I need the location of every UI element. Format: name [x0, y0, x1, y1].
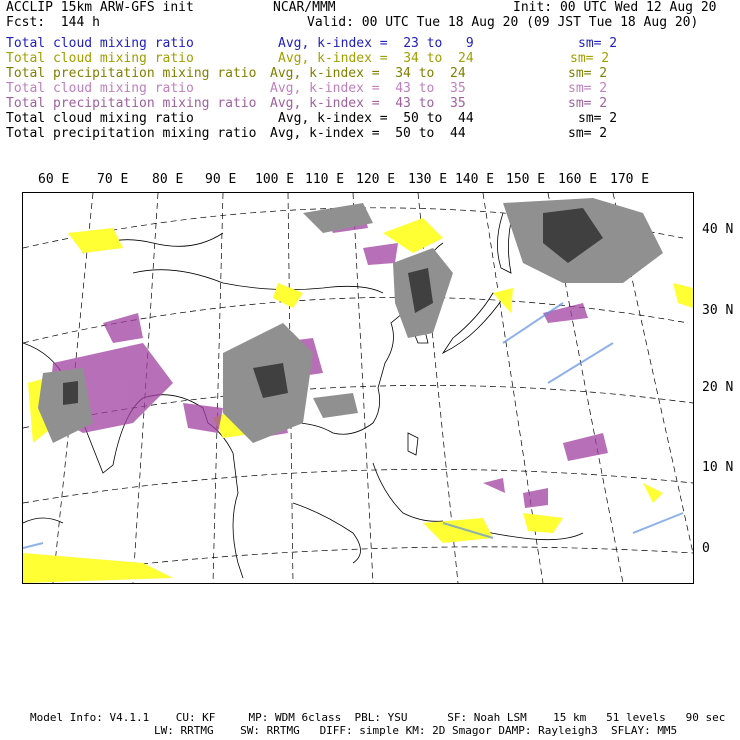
map-title: ACCLIP 15km ARW-GFS init	[6, 0, 194, 15]
legend-smoothing: sm= 2	[570, 51, 610, 66]
legend-field: Total precipitation mixing ratio	[6, 96, 257, 111]
longitude-label: 110 E	[305, 172, 345, 187]
longitude-label: 90 E	[205, 172, 237, 187]
legend-k-index: Avg, k-index = 43 to 35	[270, 81, 466, 96]
longitude-label: 150 E	[506, 172, 546, 187]
latitude-label: 10 N	[702, 460, 734, 475]
legend-k-index: Avg, k-index = 43 to 35	[270, 96, 466, 111]
organization: NCAR/MMM	[273, 0, 336, 15]
longitude-label: 160 E	[558, 172, 598, 187]
longitude-label: 170 E	[610, 172, 650, 187]
legend-field: Total cloud mixing ratio	[6, 81, 194, 96]
longitude-label: 120 E	[356, 172, 396, 187]
valid-time: Valid: 00 UTC Tue 18 Aug 20 (09 JST Tue 18 Aug 20)	[307, 15, 699, 30]
latitude-label: 40 N	[702, 222, 734, 237]
legend-field: Total precipitation mixing ratio	[6, 126, 257, 141]
legend-field: Total cloud mixing ratio	[6, 51, 194, 66]
model-info-line2: LW: RRTMG SW: RRTMG DIFF: simple KM: 2D Smagor DAMP: Rayleigh3 SFLAY: MM5	[154, 724, 678, 737]
legend-smoothing: sm= 2	[568, 96, 608, 111]
longitude-label: 130 E	[408, 172, 448, 187]
legend-k-index: Avg, k-index = 50 to 44	[270, 126, 466, 141]
latitude-label: 30 N	[702, 303, 734, 318]
longitude-label: 100 E	[255, 172, 295, 187]
legend-field: Total cloud mixing ratio	[6, 36, 194, 51]
legend-smoothing: sm= 2	[578, 36, 618, 51]
longitude-label: 70 E	[97, 172, 129, 187]
longitude-label: 80 E	[152, 172, 184, 187]
legend-smoothing: sm= 2	[568, 126, 608, 141]
longitude-label: 140 E	[455, 172, 495, 187]
legend-k-index: Avg, k-index = 34 to 24	[278, 51, 474, 66]
legend-smoothing: sm= 2	[568, 81, 608, 96]
model-info-line1: Model Info: V4.1.1 CU: KF MP: WDM 6class PBL: YSU SF: Noah LSM 15 km 51 levels 90 sec	[30, 711, 726, 724]
legend-field: Total cloud mixing ratio	[6, 111, 194, 126]
latitude-label: 0	[702, 541, 710, 556]
forecast-hour: Fcst: 144 h	[6, 15, 100, 30]
map-canvas	[23, 193, 693, 583]
legend-smoothing: sm= 2	[578, 111, 618, 126]
legend-k-index: Avg, k-index = 34 to 24	[270, 66, 466, 81]
latitude-label: 20 N	[702, 380, 734, 395]
legend-k-index: Avg, k-index = 50 to 44	[278, 111, 474, 126]
init-time: Init: 00 UTC Wed 12 Aug 20	[513, 0, 717, 15]
longitude-label: 60 E	[38, 172, 70, 187]
legend-k-index: Avg, k-index = 23 to 9	[278, 36, 474, 51]
legend-field: Total precipitation mixing ratio	[6, 66, 257, 81]
legend-smoothing: sm= 2	[568, 66, 608, 81]
weather-map	[22, 192, 694, 584]
